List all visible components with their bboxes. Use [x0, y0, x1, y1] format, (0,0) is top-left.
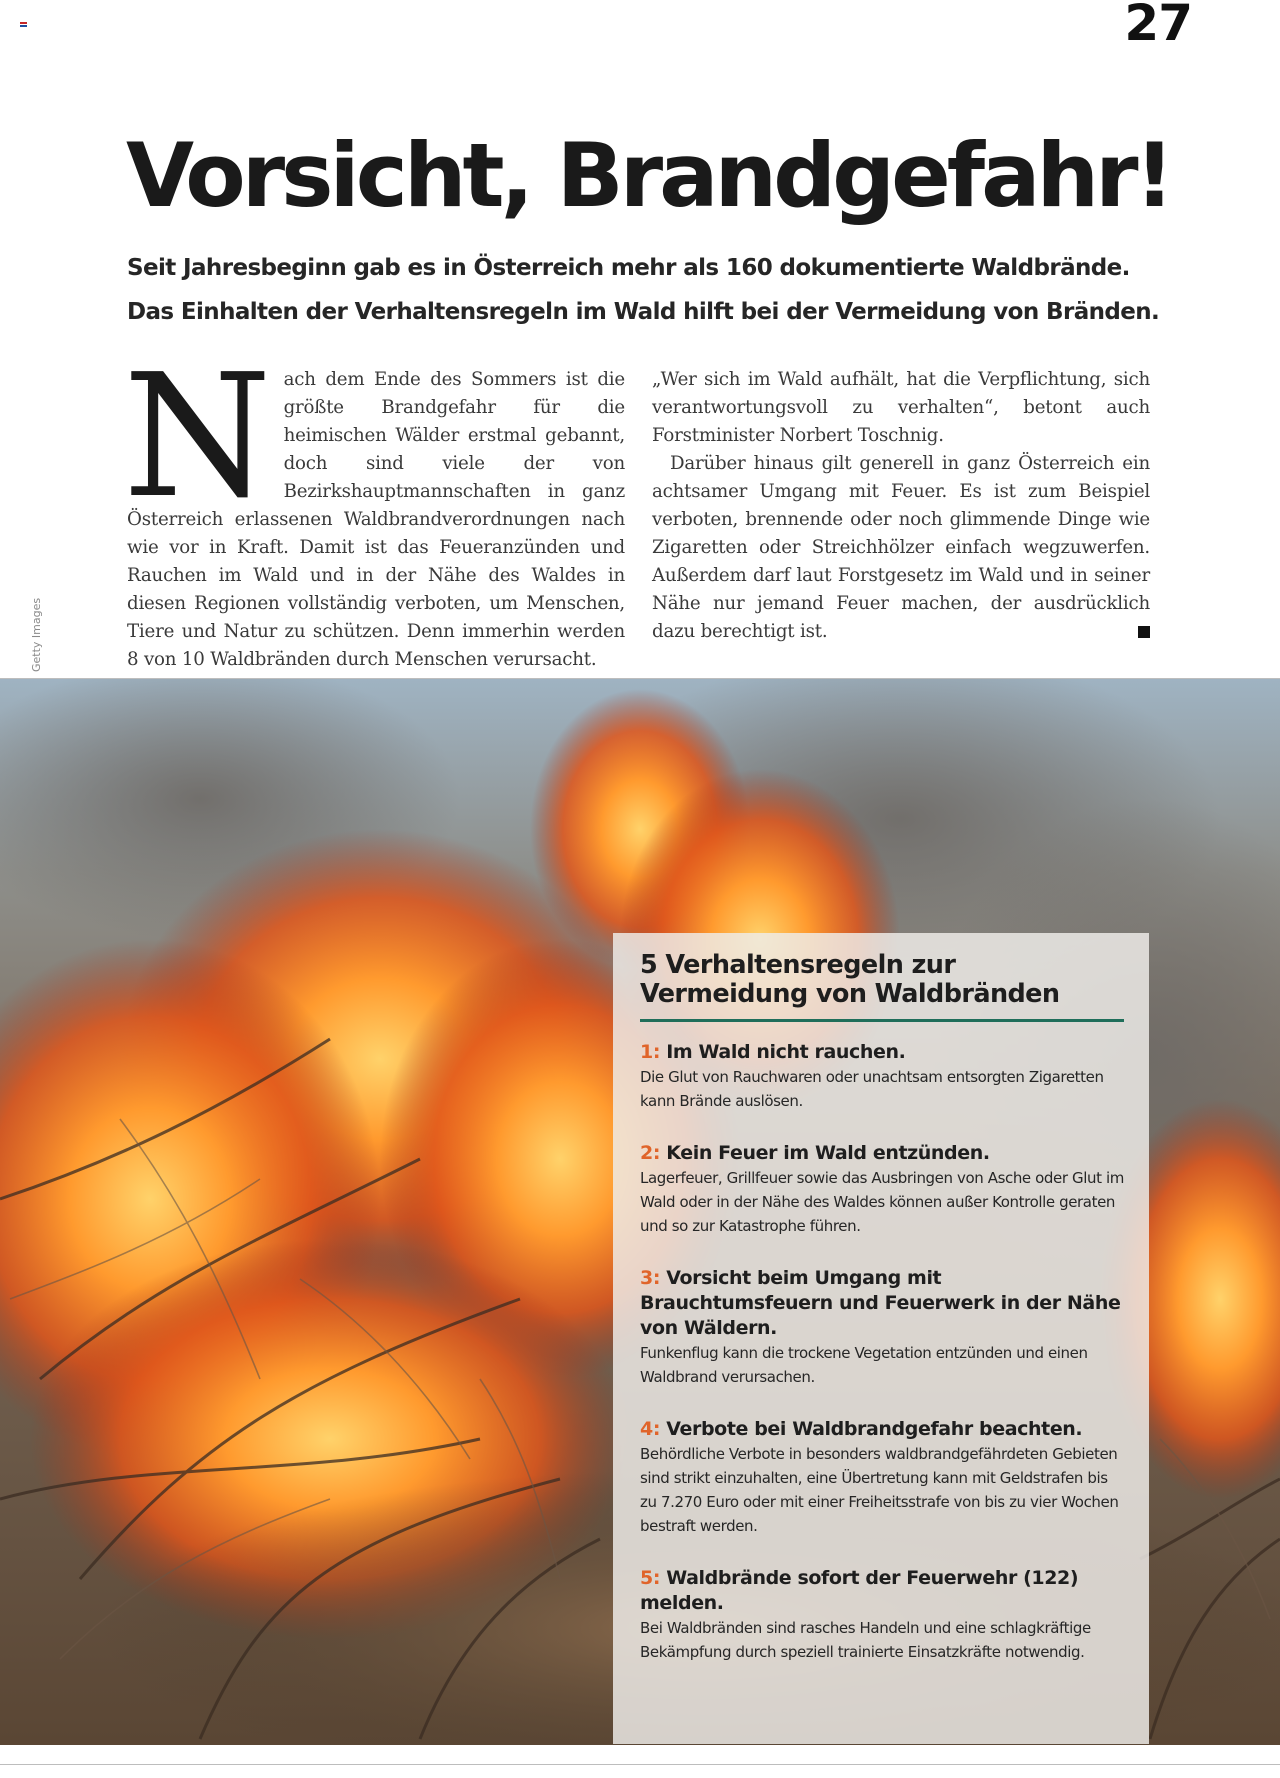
rule-heading: [640, 1040, 1124, 1065]
rule-heading: [640, 1141, 1124, 1166]
rule-number: 5:: [640, 1567, 661, 1589]
infobox-title: 5 Verhaltensregeln zur Vermeidung von Waldbränden: [640, 951, 1124, 1022]
rule-item: [640, 1266, 1124, 1389]
rule-title: Waldbrände sofort der Feuerwehr (122) melden.: [640, 1567, 1079, 1614]
headline: Vorsicht, Brandgefahr!: [126, 124, 1171, 227]
rule-heading: [640, 1417, 1124, 1442]
rule-number: 1:: [640, 1041, 661, 1063]
lead-line-2: Das Einhalten der Verhaltensregeln im Wald hilft bei der Vermeidung von Bränden.: [127, 299, 1160, 325]
rule-item: [640, 1141, 1124, 1238]
rule-item: [640, 1040, 1124, 1113]
rule-title: Kein Feuer im Wald entzünden.: [666, 1142, 990, 1164]
rule-title: Verbote bei Waldbrandgefahr beachten.: [666, 1418, 1083, 1440]
rule-description: Bei Waldbränden sind rasches Handeln und eine schlagkräftige Bekämpfung durch speziell trainierte Einsatzkräfte notwendig.: [640, 1619, 1091, 1661]
article-column-2: [652, 366, 1150, 646]
photo-credit: Getty Images: [30, 597, 43, 672]
rule-description: Lagerfeuer, Grillfeuer sowie das Ausbringen von Asche oder Glut im Wald oder in der Nähe des Waldes können außer Kontrolle geraten und so zur Katastrophe führen.: [640, 1169, 1124, 1235]
rule-title: Vorsicht beim Umgang mit Brauchtumsfeuern und Feuerwerk in der Nähe von Wäldern.: [640, 1267, 1121, 1339]
rule-description: Behördliche Verbote in besonders waldbrandgefährdeten Gebieten sind strikt einzuhalten, eine Übertretung kann mit Geldstrafen bis zu 7.270 Euro oder mit einer Freiheitsstrafe von bis zu vier Wochen bestraft werden.: [640, 1445, 1119, 1535]
column-2-paragraph-2: Darüber hinaus gilt generell in ganz Österreich ein achtsamer Umgang mit Feuer. Es ist zum Beispiel verboten, brennende oder noch glimmende Dinge wie Zigaretten oder Streichhölzer einfach wegzuwerfen. Außerdem darf laut Forstgesetz im Wald und in seiner Nähe nur jemand Feuer machen, der ausdrücklich dazu berechtigt ist.: [652, 453, 1150, 642]
rule-description: Funkenflug kann die trockene Vegetation entzünden und einen Waldbrand verursachen.: [640, 1344, 1088, 1386]
page-number: 27: [1124, 0, 1192, 52]
flag-icon: [20, 22, 27, 27]
rule-description: Die Glut von Rauchwaren oder unachtsam entsorgten Zigaretten kann Brände auslösen.: [640, 1068, 1104, 1110]
column-2-paragraph-1: „Wer sich im Wald aufhält, hat die Verpflichtung, sich verantwortungsvoll zu verhalten“, betont auch Forstminister Norbert Toschnig.: [652, 369, 1150, 446]
rule-heading: [640, 1566, 1124, 1616]
lead-line-1: Seit Jahresbeginn gab es in Österreich mehr als 160 dokumentierte Waldbrände.: [127, 255, 1130, 281]
rule-number: 4:: [640, 1418, 661, 1440]
column-1-text: ach dem Ende des Sommers ist die größte Brandgefahr für die heimischen Wälder erstmal gebannt, doch sind viele der von Bezirkshauptmannschaften in ganz Österreich erlassenen Waldbrandverordnungen nach wie vor in Kraft. Damit ist das Feueranzünden und Rauchen im Wald und in der Nähe des Waldes in diesen Regionen vollständig verboten, um Menschen, Tiere und Natur zu schützen. Denn immerhin werden 8 von 10 Waldbränden durch Menschen verursacht.: [127, 369, 625, 670]
rule-heading: [640, 1266, 1124, 1341]
page-bottom-divider: [0, 1764, 1280, 1765]
drop-cap: N: [123, 338, 272, 536]
article-column-1: [123, 338, 625, 674]
rule-number: 2:: [640, 1142, 661, 1164]
rule-number: 3:: [640, 1267, 661, 1289]
rule-item: [640, 1417, 1124, 1538]
rule-item: [640, 1566, 1124, 1664]
rules-infobox: [613, 933, 1149, 1744]
rule-title: Im Wald nicht rauchen.: [666, 1041, 906, 1063]
lead-paragraph: [127, 246, 1187, 334]
end-of-article-icon: [1138, 626, 1150, 638]
